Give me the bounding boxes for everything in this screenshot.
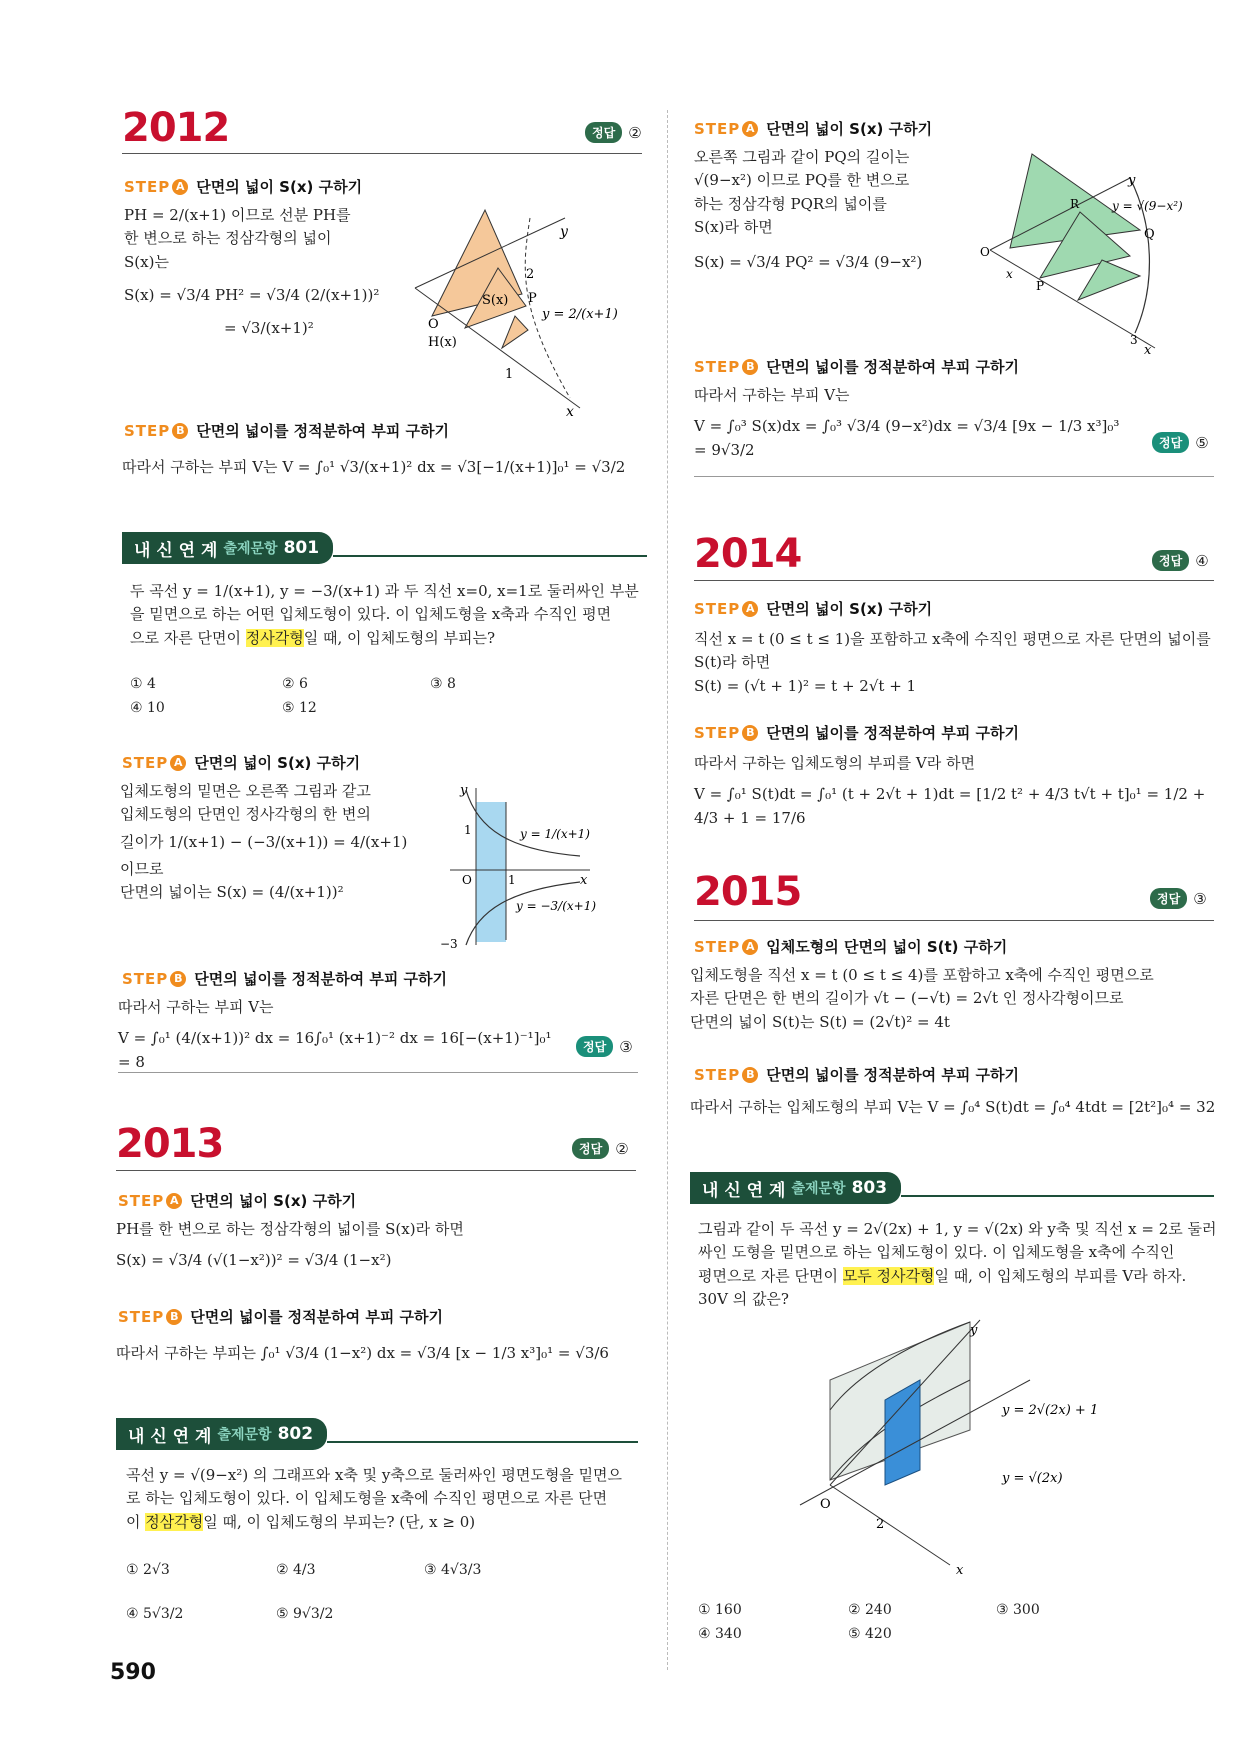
choice-5[interactable]: ⑤ 12 <box>282 700 317 716</box>
label-x: x <box>566 404 574 420</box>
choice-3[interactable]: ③ 8 <box>430 676 456 692</box>
choices-801 <box>130 676 530 716</box>
label-o: O <box>462 873 472 887</box>
choice-4[interactable]: ④ 340 <box>698 1626 742 1642</box>
step-a-header: STEP A 단면의 넓이 S(x) 구하기 <box>122 753 361 772</box>
label-y: y <box>970 1323 978 1338</box>
choices-803 <box>698 1602 1118 1648</box>
label-1x: 1 <box>508 873 516 887</box>
x-axis <box>830 1485 950 1565</box>
divider-rule <box>694 476 1214 477</box>
label-y: y <box>1128 173 1136 188</box>
label-sx: S(x) <box>482 293 509 308</box>
label-1: 1 <box>505 367 514 382</box>
label-curve-upper: y = 2√(2x) + 1 <box>1002 1403 1099 1418</box>
step-a-body: PH를 한 변으로 하는 정삼각형의 넓이를 S(x)라 하면 S(x) = √3/4 (√(1−x²))² = √3/4 (1−x²) <box>116 1220 464 1270</box>
page-number: 590 <box>110 1660 156 1685</box>
step-a-header: STEP A 입체도형의 단면의 넓이 S(t) 구하기 <box>694 937 1008 956</box>
step-a-header: STEP A 단면의 넓이 S(x) 구하기 <box>694 119 933 138</box>
step-b-header: STEP B 단면의 넓이를 정적분하여 부피 구하기 <box>122 969 448 988</box>
divider-rule <box>116 1170 636 1171</box>
label-r: R <box>1070 197 1080 211</box>
label-neg3: −3 <box>440 937 458 951</box>
figure-801 <box>440 780 640 950</box>
choices-802 <box>126 1562 546 1632</box>
banner-802: 내 신 연 계 출제문항 802 <box>116 1418 638 1450</box>
problem-2014-number: 2014 <box>694 531 802 577</box>
shaded-region <box>476 802 506 942</box>
label-curve: y = 2/(x+1) <box>542 307 618 322</box>
answer-2014: 정답 ④ <box>1152 550 1209 571</box>
answer-2013: 정답 ② <box>572 1138 629 1159</box>
choice-4[interactable]: ④ 5√3/2 <box>126 1606 184 1622</box>
label-curve-upper: y = 1/(x+1) <box>520 827 590 841</box>
banner-801: 내 신 연 계 출제문항 801 <box>122 532 647 564</box>
label-x: x <box>580 873 588 888</box>
label-curve-lower: y = √(2x) <box>1002 1471 1063 1486</box>
figure-2012 <box>410 198 618 420</box>
step-a-body: 입체도형을 직선 x = t (0 ≤ t ≤ 4)를 포함하고 x축에 수직인 평면으로 자른 단면은 한 변의 길이가 √t − (−√t) = 2√t 인 정사각형이므로 단면의 넓이 S(t)는 S(t) = (2√t)² = 4t <box>690 966 1154 1031</box>
step-b-body: 따라서 구하는 입체도형의 부피를 V라 하면 V = ∫₀¹ S(t)dt = ∫₀¹ (t + 2√t + 1)dt = [1/2 t² + 4/3 t√t + t]₀¹ = 1/2 + 4/3 + 1 = 17/6 <box>694 754 1206 827</box>
choice-1[interactable]: ① 2√3 <box>126 1562 170 1578</box>
small-triangle-section <box>502 316 528 348</box>
answer-2013b: 정답 ⑤ <box>1152 432 1209 453</box>
step-b-header: STEP B 단면의 넓이를 정적분하여 부피 구하기 <box>694 1065 1020 1084</box>
choice-5[interactable]: ⑤ 9√3/2 <box>276 1606 334 1622</box>
label-x: x <box>956 1563 964 1578</box>
label-1: 1 <box>464 823 472 837</box>
answer-2012 <box>585 122 642 143</box>
divider-rule <box>122 153 642 154</box>
figure-2013 <box>980 148 1210 358</box>
banner-803: 내 신 연 계 출제문항 803 <box>690 1172 1214 1204</box>
label-o: O <box>428 317 439 332</box>
step-b-body: 따라서 구하는 부피 V는 V = ∫₀³ S(x)dx = ∫₀³ √3/4 (9−x²)dx = √3/4 [9x − 1/3 x³]₀³ = 9√3/2 <box>694 386 1120 459</box>
label-curve: y = √(9−x²) <box>1112 199 1183 213</box>
label-3: 3 <box>1130 333 1138 347</box>
step-b-header: STEP B 단면의 넓이를 정적분하여 부피 구하기 <box>694 357 1020 376</box>
step-b-header: STEP B 단면의 넓이를 정적분하여 부피 구하기 <box>124 421 450 440</box>
choice-5[interactable]: ⑤ 420 <box>848 1626 892 1642</box>
question-802-text: 곡선 y = √(9−x²) 의 그래프와 x축 및 y축으로 둘러싸인 평면도형을 밑면으 로 하는 입체도형이 있다. 이 입체도형을 x축에 수직인 평면으로 자른 단면 이 정삼각형일 때, 이 입체도형의 부피는? (단, x ≥ 0) <box>126 1466 623 1531</box>
question-803-text: 그림과 같이 두 곡선 y = 2√(2x) + 1, y = √(2x) 와 y축 및 직선 x = 2로 둘러 싸인 도형을 밑면으로 하는 입체도형이 있다. 이 입체도형을 x축에 수직인 평면으로 자른 단면이 모두 정사각형일 때, 이 입체도형의 부피를 V라 하자. 30V 의 값은? <box>698 1220 1217 1308</box>
label-y: y <box>460 783 468 798</box>
question-801-text: 두 곡선 y = 1/(x+1), y = −3/(x+1) 과 두 직선 x=0, x=1로 둘러싸인 부분 을 밑면으로 하는 어떤 입체도형이 있다. 이 입체도형을 x축과 수직인 평면 으로 자른 단면이 정사각형일 때, 이 입체도형의 부피는? <box>130 582 639 647</box>
choice-2[interactable]: ② 4/3 <box>276 1562 316 1578</box>
step-b-body: 따라서 구하는 입체도형의 부피 V는 V = ∫₀⁴ S(t)dt = ∫₀⁴ 4tdt = [2t²]₀⁴ = 32 <box>690 1098 1216 1116</box>
divider-rule <box>694 580 1214 581</box>
label-q: Q <box>1144 227 1155 242</box>
step-b-header: STEP B 단면의 넓이를 정적분하여 부피 구하기 <box>118 1307 444 1326</box>
step-a-body: 입체도형의 밑면은 오른쪽 그림과 같고 입체도형의 단면인 정사각형의 한 변의 길이가 1/(x+1) − (−3/(x+1)) = 4/(x+1) 이므로 단면의 넓이는 S(x) = (4/(x+1))² <box>120 782 408 901</box>
step-b-header: STEP B 단면의 넓이를 정적분하여 부피 구하기 <box>694 723 1020 742</box>
label-hx: H(x) <box>428 335 457 350</box>
label-o: O <box>820 1497 831 1512</box>
choice-1[interactable]: ① 4 <box>130 676 156 692</box>
answer-801: 정답 ③ <box>576 1036 633 1057</box>
problem-2013-number: 2013 <box>116 1121 224 1167</box>
step-a-body: 직선 x = t (0 ≤ t ≤ 1)을 포함하고 x축에 수직인 평면으로 자른 단면의 넓이를 S(t)라 하면 S(t) = (√t + 1)² = t + 2√t + 1 <box>694 630 1211 695</box>
label-x-dist: x <box>1006 267 1013 281</box>
label-o: O <box>980 245 990 259</box>
label-p: P <box>1036 279 1045 293</box>
choice-3[interactable]: ③ 300 <box>996 1602 1040 1618</box>
label-2: 2 <box>526 267 535 282</box>
figure-803 <box>790 1320 1120 1580</box>
step-a-header: STEP A 단면의 넓이 S(x) 구하기 <box>124 177 363 196</box>
step-a-header: STEP A 단면의 넓이 S(x) 구하기 <box>694 599 933 618</box>
problem-2012-number: 2012 <box>122 105 230 151</box>
answer-2015: 정답 ③ <box>1150 888 1207 909</box>
step-a-body: 오른쪽 그림과 같이 PQ의 길이는 √(9−x²) 이므로 PQ를 한 변으로 하는 정삼각형 PQR의 넓이를 S(x)라 하면 S(x) = √3/4 PQ² = √3/4 (9−x²) <box>694 148 923 271</box>
divider-rule <box>694 920 1214 921</box>
choice-4[interactable]: ④ 10 <box>130 700 165 716</box>
answer-tag: 정답 <box>585 122 622 143</box>
choice-3[interactable]: ③ 4√3/3 <box>424 1562 482 1578</box>
step-b-body: 따라서 구하는 부피는 ∫₀¹ √3/4 (1−x²) dx = √3/4 [x − 1/3 x³]₀¹ = √3/6 <box>116 1344 609 1362</box>
answer-value: ② <box>628 123 642 142</box>
label-curve-lower: y = −3/(x+1) <box>516 899 597 913</box>
label-y: y <box>560 224 568 240</box>
step-a-body: PH = 2/(x+1) 이므로 선분 PH를 한 변으로 하는 정삼각형의 넓이 S(x)는 S(x) = √3/4 PH² = √3/4 (2/(x+1))² = √3/(x+1)² <box>124 206 380 337</box>
label-p: P <box>528 291 537 306</box>
step-a-header: STEP A 단면의 넓이 S(x) 구하기 <box>118 1191 357 1210</box>
label-x: x <box>1144 343 1152 358</box>
column-divider <box>667 110 668 1670</box>
choice-1[interactable]: ① 160 <box>698 1602 742 1618</box>
choice-2[interactable]: ② 6 <box>282 676 308 692</box>
step-b-body: 따라서 구하는 부피 V는 V = ∫₀¹ √3/(x+1)² dx = √3[−1/(x+1)]₀¹ = √3/2 <box>122 458 626 476</box>
choice-2[interactable]: ② 240 <box>848 1602 892 1618</box>
divider-rule <box>118 1072 638 1073</box>
label-2: 2 <box>876 1517 885 1532</box>
problem-2015-number: 2015 <box>694 869 802 915</box>
step-b-body: 따라서 구하는 부피 V는 V = ∫₀¹ (4/(x+1))² dx = 16∫₀¹ (x+1)⁻² dx = 16[−(x+1)⁻¹]₀¹ = 8 <box>118 998 552 1071</box>
